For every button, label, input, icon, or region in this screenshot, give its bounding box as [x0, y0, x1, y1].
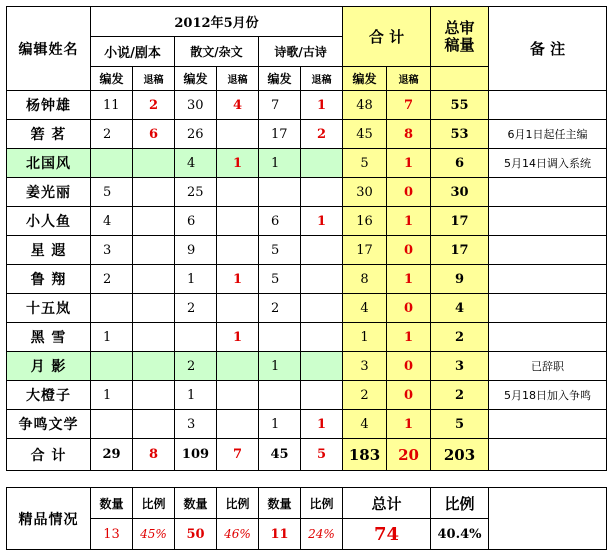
quality-table [6, 487, 607, 550]
editor-name: 杨钟雄 [7, 91, 91, 120]
cell-r2 [217, 410, 259, 439]
cell-c1: 11 [91, 91, 133, 120]
quality-count-header: 数量 [175, 488, 217, 519]
cell-r3: 2 [301, 120, 343, 149]
remark-cell [489, 207, 607, 236]
cell-r2: 1 [217, 149, 259, 178]
table-row [7, 207, 607, 236]
header-reject: 退稿 [217, 67, 259, 91]
header-edit: 编发 [91, 67, 133, 91]
editor-name: 北国风 [7, 149, 91, 178]
cell-c1 [91, 294, 133, 323]
cell-sum: 6 [431, 149, 489, 178]
cell-c3: 2 [259, 294, 301, 323]
total-sum: 203 [431, 439, 489, 471]
cell-tr: 0 [387, 352, 431, 381]
cell-tr: 8 [387, 120, 431, 149]
quality-g1-count: 13 [91, 519, 133, 550]
cell-r1 [133, 265, 175, 294]
total-c1: 29 [91, 439, 133, 471]
total-c2: 109 [175, 439, 217, 471]
quality-g2-ratio: 46% [217, 519, 259, 550]
cell-tr: 1 [387, 149, 431, 178]
table-row [7, 91, 607, 120]
editor-name: 十五岚 [7, 294, 91, 323]
table-row [7, 265, 607, 294]
cell-r1 [133, 410, 175, 439]
header-edit: 编发 [259, 67, 301, 91]
cell-r1 [133, 323, 175, 352]
cell-c3: 17 [259, 120, 301, 149]
cell-r1 [133, 207, 175, 236]
header-review [431, 7, 489, 67]
header-review-blank [431, 67, 489, 91]
cell-c1 [91, 410, 133, 439]
header-review-line2: 稿量 [444, 35, 475, 54]
table-row [7, 410, 607, 439]
cell-c2: 1 [175, 381, 217, 410]
quality-ratio-header: 比例 [133, 488, 175, 519]
total-c3: 45 [259, 439, 301, 471]
editor-name: 月 影 [7, 352, 91, 381]
quality-g1-ratio: 45% [133, 519, 175, 550]
header-edit: 编发 [175, 67, 217, 91]
cell-sum: 53 [431, 120, 489, 149]
cell-te: 4 [343, 294, 387, 323]
cell-r2 [217, 294, 259, 323]
cell-te: 30 [343, 178, 387, 207]
cell-sum: 3 [431, 352, 489, 381]
cell-r3 [301, 381, 343, 410]
cell-te: 17 [343, 236, 387, 265]
cell-r1: 6 [133, 120, 175, 149]
cell-sum: 17 [431, 207, 489, 236]
cell-c2: 1 [175, 265, 217, 294]
cell-c3: 1 [259, 410, 301, 439]
remark-cell: 6月1日起任主编 [489, 120, 607, 149]
table-row [7, 120, 607, 149]
cell-c2: 6 [175, 207, 217, 236]
cell-c2: 2 [175, 352, 217, 381]
remark-cell: 5月18日加入争鸣 [489, 381, 607, 410]
spreadsheet-frame [6, 6, 606, 548]
editor-name: 大橙子 [7, 381, 91, 410]
cell-r2: 4 [217, 91, 259, 120]
cell-r3 [301, 323, 343, 352]
cell-tr: 1 [387, 323, 431, 352]
editor-stats-table [6, 6, 607, 471]
cell-sum: 17 [431, 236, 489, 265]
cell-te: 16 [343, 207, 387, 236]
header-month: 2012年5月份 [91, 7, 343, 37]
quality-total-ratio: 40.4% [431, 519, 489, 550]
quality-count-header: 数量 [259, 488, 301, 519]
remark-cell [489, 323, 607, 352]
table-row [7, 294, 607, 323]
cell-c1: 2 [91, 120, 133, 149]
cell-c1 [91, 352, 133, 381]
editor-name: 星 遐 [7, 236, 91, 265]
cell-r3 [301, 265, 343, 294]
cell-c3: 1 [259, 352, 301, 381]
cell-c3: 7 [259, 91, 301, 120]
remark-cell: 5月14日调入系统 [489, 149, 607, 178]
quality-g3-ratio: 24% [301, 519, 343, 550]
quality-label: 精品情况 [7, 488, 91, 550]
cell-c1: 4 [91, 207, 133, 236]
total-remark [489, 439, 607, 471]
cell-tr: 1 [387, 207, 431, 236]
cell-c2: 9 [175, 236, 217, 265]
cell-r3 [301, 352, 343, 381]
quality-total: 74 [343, 519, 431, 550]
quality-grand-ratio-label: 比例 [431, 488, 489, 519]
total-r2: 7 [217, 439, 259, 471]
cell-c3: 1 [259, 149, 301, 178]
quality-ratio-header: 比例 [217, 488, 259, 519]
cell-r1 [133, 178, 175, 207]
table-row [7, 352, 607, 381]
cell-c1: 1 [91, 323, 133, 352]
header-remark: 备 注 [489, 7, 607, 91]
cell-r2 [217, 236, 259, 265]
cell-tr: 0 [387, 294, 431, 323]
table-row [7, 178, 607, 207]
cell-te: 8 [343, 265, 387, 294]
table-row [7, 149, 607, 178]
cell-c3 [259, 178, 301, 207]
table-row [7, 236, 607, 265]
remark-cell [489, 178, 607, 207]
remark-cell [489, 236, 607, 265]
header-total: 合 计 [343, 7, 431, 67]
cell-r3 [301, 236, 343, 265]
header-group-fiction: 小说/剧本 [91, 37, 175, 67]
editor-name: 黑 雪 [7, 323, 91, 352]
cell-r1 [133, 149, 175, 178]
cell-r2 [217, 352, 259, 381]
cell-r3 [301, 294, 343, 323]
cell-c1: 5 [91, 178, 133, 207]
cell-r3: 1 [301, 91, 343, 120]
cell-c1: 1 [91, 381, 133, 410]
quality-remark [489, 488, 607, 550]
table-body [7, 91, 607, 439]
cell-sum: 5 [431, 410, 489, 439]
header-edit: 编发 [343, 67, 387, 91]
cell-sum: 4 [431, 294, 489, 323]
cell-tr: 7 [387, 91, 431, 120]
total-reject: 20 [387, 439, 431, 471]
editor-name: 小人鱼 [7, 207, 91, 236]
cell-r2 [217, 381, 259, 410]
cell-r1: 2 [133, 91, 175, 120]
header-reject: 退稿 [387, 67, 431, 91]
quality-grand-label: 总计 [343, 488, 431, 519]
cell-c1 [91, 149, 133, 178]
total-edit: 183 [343, 439, 387, 471]
remark-cell [489, 265, 607, 294]
cell-sum: 2 [431, 381, 489, 410]
cell-c2: 25 [175, 178, 217, 207]
cell-tr: 0 [387, 381, 431, 410]
editor-name: 争鸣文学 [7, 410, 91, 439]
cell-tr: 0 [387, 236, 431, 265]
cell-te: 1 [343, 323, 387, 352]
header-reject: 退稿 [133, 67, 175, 91]
quality-g3-count: 11 [259, 519, 301, 550]
cell-r1 [133, 236, 175, 265]
cell-sum: 55 [431, 91, 489, 120]
total-label: 合 计 [7, 439, 91, 471]
cell-r3: 1 [301, 410, 343, 439]
header-name-col: 编辑姓名 [7, 7, 91, 91]
remark-cell [489, 294, 607, 323]
header-group-prose: 散文/杂文 [175, 37, 259, 67]
cell-c2: 26 [175, 120, 217, 149]
cell-c3 [259, 323, 301, 352]
cell-c2: 30 [175, 91, 217, 120]
cell-te: 3 [343, 352, 387, 381]
cell-te: 48 [343, 91, 387, 120]
cell-r1 [133, 352, 175, 381]
cell-r1 [133, 294, 175, 323]
total-r3: 5 [301, 439, 343, 471]
remark-cell [489, 410, 607, 439]
cell-te: 5 [343, 149, 387, 178]
cell-te: 45 [343, 120, 387, 149]
remark-cell: 已辞职 [489, 352, 607, 381]
editor-name: 姜光丽 [7, 178, 91, 207]
cell-r1 [133, 381, 175, 410]
cell-c1: 2 [91, 265, 133, 294]
cell-tr: 0 [387, 178, 431, 207]
cell-c3: 6 [259, 207, 301, 236]
cell-tr: 1 [387, 265, 431, 294]
table-row [7, 323, 607, 352]
cell-r2 [217, 178, 259, 207]
table-row [7, 381, 607, 410]
cell-te: 2 [343, 381, 387, 410]
cell-r3 [301, 149, 343, 178]
remark-cell [489, 91, 607, 120]
quality-g2-count: 50 [175, 519, 217, 550]
cell-sum: 2 [431, 323, 489, 352]
quality-ratio-header: 比例 [301, 488, 343, 519]
cell-r3 [301, 178, 343, 207]
cell-r2: 1 [217, 323, 259, 352]
header-group-poetry: 诗歌/古诗 [259, 37, 343, 67]
cell-r2 [217, 120, 259, 149]
editor-name: 箬 茗 [7, 120, 91, 149]
quality-count-header: 数量 [91, 488, 133, 519]
cell-c3 [259, 381, 301, 410]
cell-r2 [217, 207, 259, 236]
cell-c3: 5 [259, 265, 301, 294]
total-r1: 8 [133, 439, 175, 471]
cell-sum: 30 [431, 178, 489, 207]
cell-r3: 1 [301, 207, 343, 236]
cell-te: 4 [343, 410, 387, 439]
cell-c2: 2 [175, 294, 217, 323]
cell-sum: 9 [431, 265, 489, 294]
cell-c2: 3 [175, 410, 217, 439]
header-review-line1: 总审 [444, 18, 475, 37]
cell-c3: 5 [259, 236, 301, 265]
cell-c2 [175, 323, 217, 352]
cell-c1: 3 [91, 236, 133, 265]
cell-tr: 1 [387, 410, 431, 439]
cell-r2: 1 [217, 265, 259, 294]
header-reject: 退稿 [301, 67, 343, 91]
cell-c2: 4 [175, 149, 217, 178]
editor-name: 鲁 翔 [7, 265, 91, 294]
